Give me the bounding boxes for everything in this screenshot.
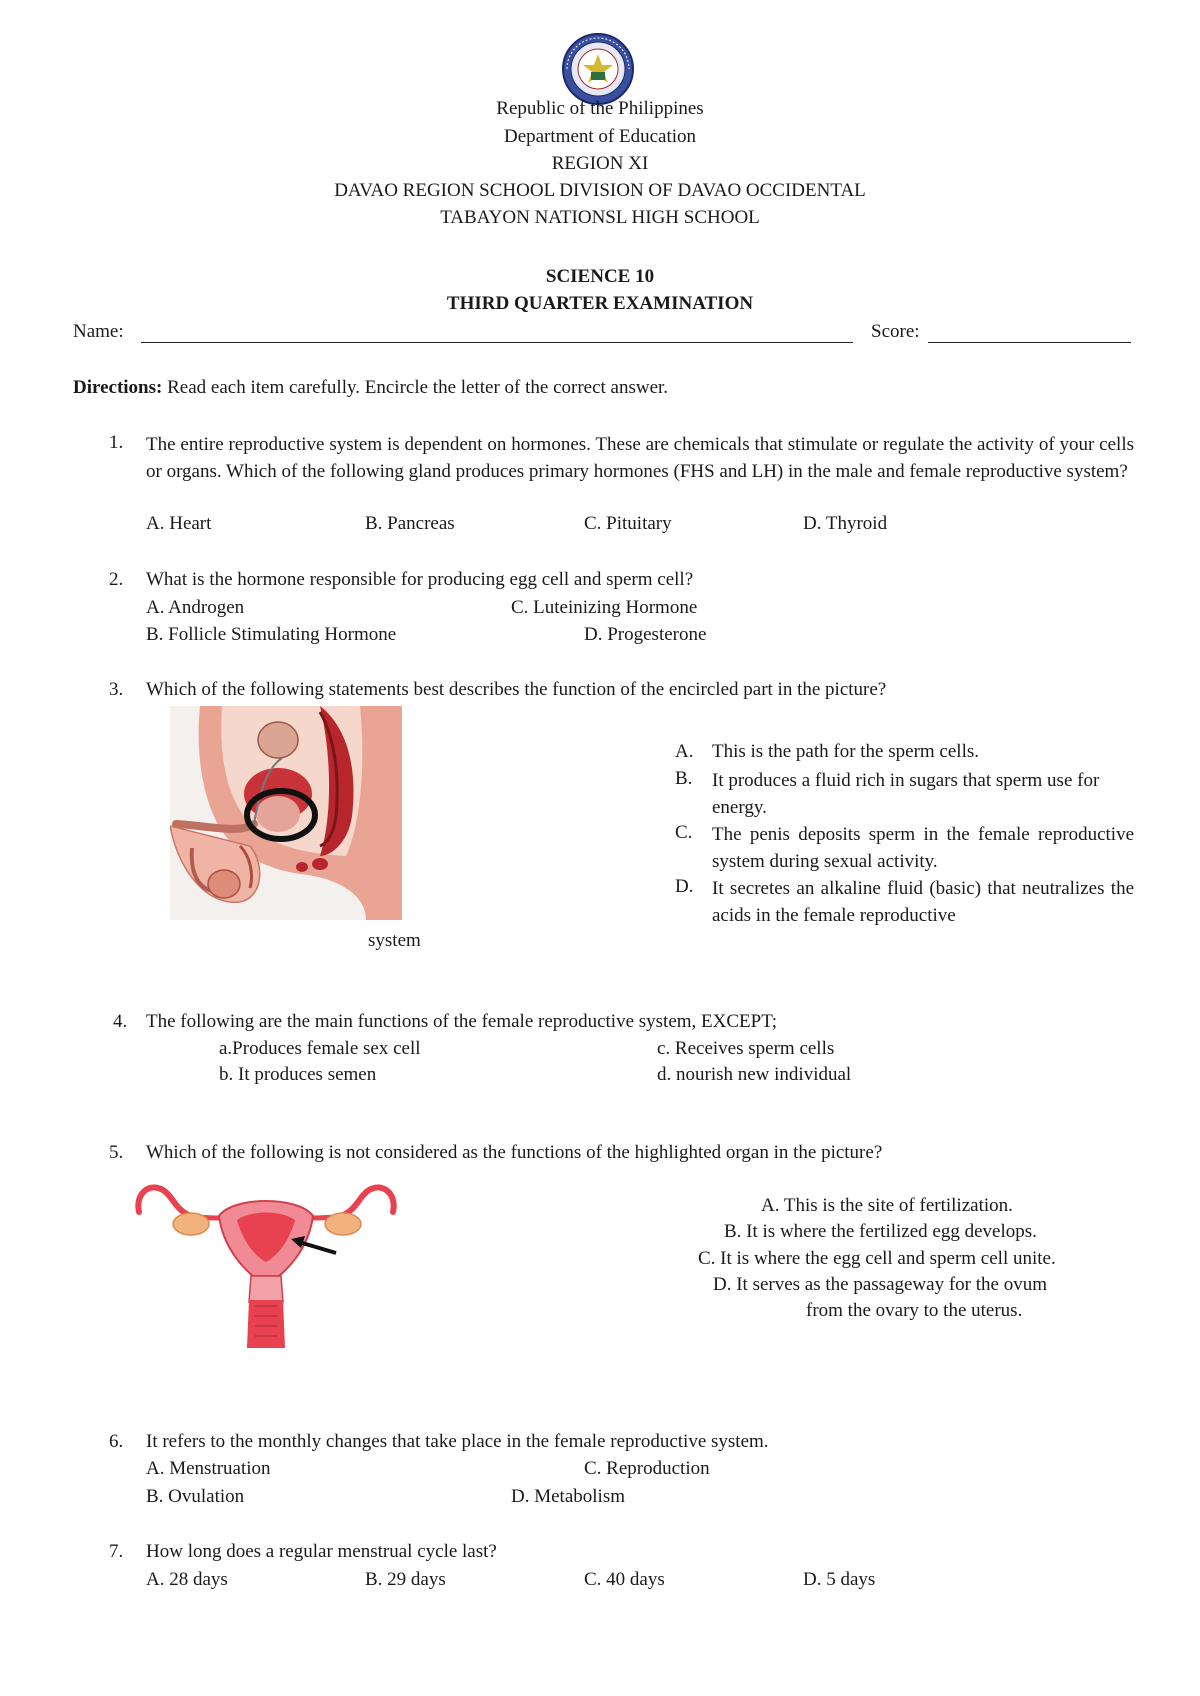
question-number: 7. (109, 1541, 124, 1562)
exam-title: THIRD QUARTER EXAMINATION (446, 293, 754, 314)
option-letter[interactable]: C. (675, 822, 693, 843)
name-field[interactable] (141, 318, 853, 343)
option-text[interactable]: The penis deposits sperm in the female reproductive system during sexual activity. (712, 824, 1134, 872)
option[interactable]: b. It produces semen (219, 1064, 377, 1085)
question-text: What is the hormone responsible for producing egg cell and sperm cell? (146, 569, 694, 590)
option[interactable]: D. Progesterone (584, 624, 707, 645)
header-region: REGION XI (551, 153, 649, 174)
option-continuation: system (368, 930, 421, 951)
question-number: 4. (113, 1011, 128, 1032)
option[interactable]: C. 40 days (584, 1569, 665, 1590)
option-continuation[interactable]: from the ovary to the uterus. (806, 1300, 1023, 1321)
option[interactable]: A. Menstruation (146, 1458, 271, 1479)
header-department: Department of Education (503, 126, 697, 147)
option-letter[interactable]: D. (675, 876, 694, 897)
option[interactable]: D. Metabolism (511, 1486, 625, 1507)
option-text[interactable]: This is the path for the sperm cells. (712, 741, 979, 762)
header-republic: Republic of the Philippines (496, 98, 704, 119)
question-number: 2. (109, 569, 124, 590)
question-text: It refers to the monthly changes that take place in the female reproductive system. (146, 1431, 769, 1452)
question-number: 1. (109, 432, 124, 453)
option[interactable]: B. Follicle Stimulating Hormone (146, 624, 397, 645)
option-letter[interactable]: B. (675, 768, 693, 789)
score-label: Score: (871, 321, 920, 342)
subject-title: SCIENCE 10 (545, 266, 655, 287)
directions (73, 377, 668, 399)
question-text: Which of the following is not considered as the functions of the highlighted organ in the picture? (146, 1142, 883, 1163)
option[interactable]: A. 28 days (146, 1569, 228, 1590)
question-number: 3. (109, 679, 124, 700)
option[interactable]: A. Androgen (146, 597, 245, 618)
option[interactable]: a.Produces female sex cell (219, 1038, 421, 1059)
option[interactable]: C. Luteinizing Hormone (511, 597, 698, 618)
female-reproductive-diagram (133, 1176, 399, 1348)
question-text: How long does a regular menstrual cycle last? (146, 1541, 497, 1562)
deped-seal (561, 32, 635, 106)
option[interactable]: c. Receives sperm cells (657, 1038, 835, 1059)
option[interactable]: B. Pancreas (365, 513, 455, 534)
directions-label: Directions: (73, 377, 163, 398)
option-letter[interactable]: A. (675, 741, 694, 762)
option-text[interactable]: It produces a fluid rich in sugars that sperm use for energy. (712, 770, 1100, 818)
option[interactable]: B. It is where the fertilized egg develops. (724, 1221, 1037, 1242)
option[interactable]: A. Heart (146, 513, 212, 534)
option[interactable]: D. Thyroid (803, 513, 888, 534)
score-field[interactable] (928, 318, 1131, 343)
header-division: DAVAO REGION SCHOOL DIVISION OF DAVAO OCCIDENTAL (334, 180, 866, 201)
question-text: The entire reproductive system is dependent on hormones. These are chemicals that stimulate or regulate the activity of your cells or organs. Which of the following gland produces primary hormones (FHS and LH) in the male and female reproductive system? (146, 434, 1134, 482)
question-text: Which of the following statements best describes the function of the encircled part in the picture? (146, 679, 887, 700)
option[interactable]: C. Pituitary (584, 513, 672, 534)
question-text: The following are the main functions of the female reproductive system, EXCEPT; (146, 1011, 778, 1032)
question-number: 5. (109, 1142, 124, 1163)
option[interactable]: d. nourish new individual (657, 1064, 852, 1085)
option[interactable]: B. Ovulation (146, 1486, 245, 1507)
question-number: 6. (109, 1431, 124, 1452)
option-text[interactable]: It secretes an alkaline fluid (basic) that neutralizes the acids in the female reproductive (712, 878, 1134, 926)
option[interactable]: A. This is the site of fertilization. (761, 1195, 1013, 1216)
option[interactable]: D. 5 days (803, 1569, 876, 1590)
directions-text: Read each item carefully. Encircle the letter of the correct answer. (162, 377, 669, 398)
male-reproductive-diagram (170, 706, 402, 920)
option[interactable]: C. It is where the egg cell and sperm cell unite. (698, 1248, 1056, 1269)
option[interactable]: D. It serves as the passageway for the ovum (713, 1274, 1047, 1295)
option[interactable]: B. 29 days (365, 1569, 446, 1590)
option[interactable]: C. Reproduction (584, 1458, 710, 1479)
name-label: Name: (73, 321, 124, 342)
header-school: TABAYON NATIONSL HIGH SCHOOL (440, 207, 760, 228)
